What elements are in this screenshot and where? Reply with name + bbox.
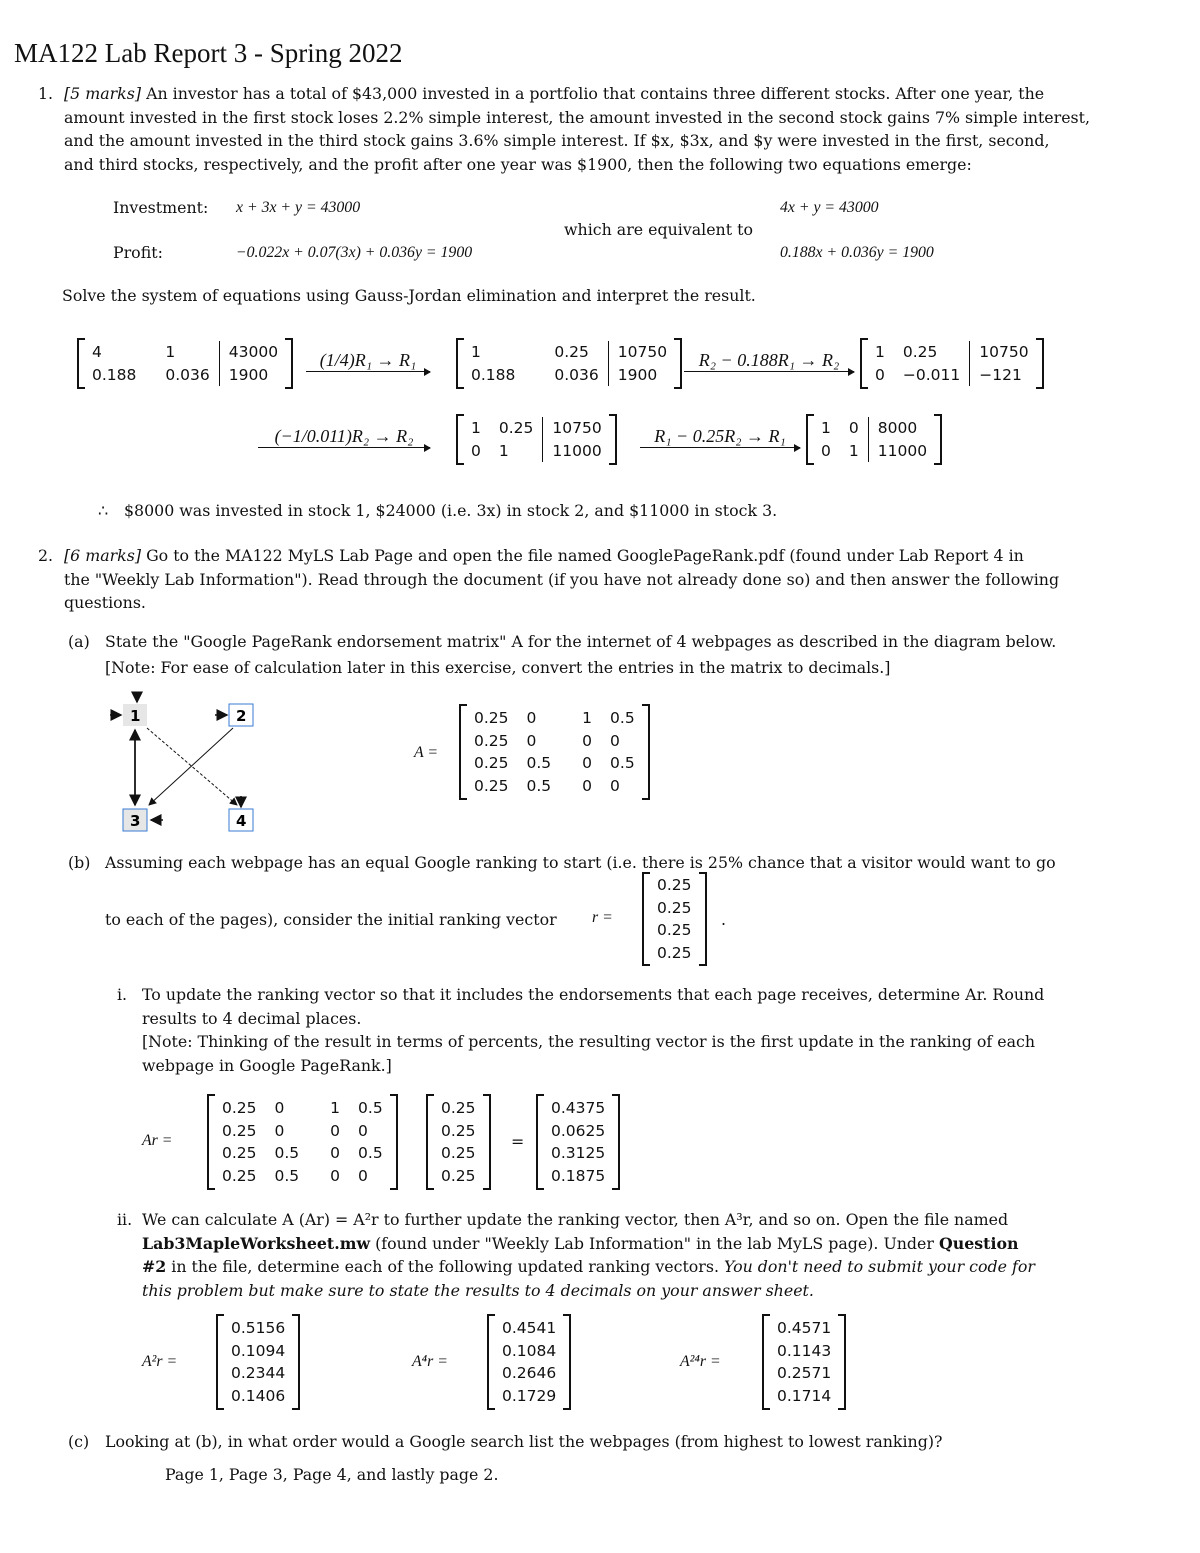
question-word: Question	[938, 1233, 1019, 1253]
matrix-cell: 0	[358, 1166, 368, 1185]
vector-entry: 0.2571	[777, 1364, 832, 1382]
part-b-i-note-2: webpage in Google PageRank.]	[142, 1055, 392, 1075]
vector-entry: 0.25	[657, 876, 692, 894]
matrix-cell: 0.25	[222, 1121, 257, 1140]
vector-entry: 0.4375	[551, 1099, 606, 1117]
matrix-cell: 1	[471, 419, 481, 437]
matrix-cell: 0.5	[274, 1144, 300, 1162]
vector-entry: 0.3125	[551, 1144, 606, 1162]
matrix-cell: −0.011	[902, 365, 961, 384]
matrix-cell: 0.25	[474, 709, 509, 727]
vector-entry: 0.1143	[777, 1341, 832, 1360]
vector-entry: 0.25	[441, 1099, 476, 1117]
matrix-cell: 0	[526, 709, 537, 727]
matrix-cell: 0.25	[222, 1166, 257, 1185]
augmented-matrix-3	[860, 338, 1044, 389]
matrix-cell: 10750	[543, 417, 611, 440]
part-b-ii-paragraph	[142, 1208, 1132, 1302]
part-b-i-text-2: results to 4 decimal places.	[142, 1008, 362, 1028]
A4r-label: A⁴r =	[412, 1353, 448, 1370]
row-operation-1: (1/4)R₁ → R₁	[306, 350, 430, 372]
matrix-cell: 0.25	[554, 343, 589, 361]
therefore-symbol: ∴	[98, 501, 109, 520]
period: .	[721, 910, 727, 929]
equivalent-equation-1: 4x + y = 43000	[780, 199, 879, 216]
matrix-cell: −121	[970, 364, 1038, 387]
matrix-cell: 0.036	[554, 365, 599, 384]
matrix-cell: 0	[274, 1099, 285, 1117]
vector-entry: 0.2344	[231, 1364, 286, 1382]
matrix-cell: 0	[526, 731, 537, 750]
matrix-cell: 0.036	[165, 365, 210, 384]
matrix-cell: 0	[848, 419, 859, 437]
initial-ranking-vector	[642, 872, 707, 966]
A4r-vector	[487, 1314, 571, 1410]
vector-entry: 0.0625	[551, 1121, 606, 1140]
edge-2-to-3	[149, 728, 233, 805]
profit-label: Profit:	[113, 243, 163, 262]
matrix-cell: 0	[274, 1121, 285, 1140]
part-b-i-label: i.	[117, 985, 128, 1004]
augmented-matrix-1	[77, 338, 293, 389]
part-b-ii-label: ii.	[117, 1210, 133, 1229]
matrix-cell: 0.5	[610, 709, 635, 727]
vector-entry: 0.2646	[502, 1364, 557, 1382]
investment-equation: x + 3x + y = 43000	[236, 199, 361, 216]
matrix-cell: 0	[330, 1166, 341, 1185]
vector-entry: 0.1406	[231, 1386, 286, 1405]
row-operation-3: (−1/0.011)R₂ → R₂	[258, 426, 430, 448]
matrix-cell: 0.25	[474, 731, 509, 750]
matrix-cell: 0.25	[222, 1144, 257, 1162]
vector-entry: 0.5156	[231, 1319, 286, 1337]
vector-entry: 0.25	[657, 921, 692, 939]
vector-entry: 0.4541	[502, 1319, 557, 1337]
q1-marks: [5 marks]	[64, 84, 142, 103]
q1-number: 1.	[38, 84, 54, 103]
q1-text-line4: and third stocks, respectively, and the profit after one year was $1900, then the following two equations emerge:	[64, 154, 972, 174]
part-b-ii-text-3: in the file, determine each of the following updated ranking vectors.	[171, 1257, 719, 1276]
part-b-text: Assuming each webpage has an equal Google ranking to start (i.e. there is 25% chance that a visitor would want to go	[105, 853, 1056, 872]
matrix-cell: 0	[610, 776, 620, 795]
part-b-i-note-1: [Note: Thinking of the result in terms of percents, the resulting vector is the first update in the ranking of each	[142, 1032, 1036, 1051]
part-a-note: [Note: For ease of calculation later in this exercise, convert the entries in the matrix to decimals.]	[105, 658, 891, 677]
profit-equation: −0.022x + 0.07(3x) + 0.036y = 1900	[236, 244, 473, 261]
part-c-label: (c)	[68, 1432, 90, 1451]
matrix-cell: 0.188	[471, 365, 516, 384]
matrix-cell: 8000	[868, 417, 936, 440]
row-operation-2: R₂ − 0.188R₁ → R₂	[684, 350, 854, 372]
vector-entry: 0.25	[441, 1166, 476, 1185]
webpage-link-diagram	[105, 690, 265, 836]
endorsement-matrix-A	[459, 704, 650, 800]
matrix-cell: 1	[821, 419, 831, 437]
vector-entry: 0.4571	[777, 1319, 832, 1337]
augmented-matrix-4	[456, 414, 617, 465]
A24r-label: A²⁴r =	[680, 1353, 721, 1370]
matrix-cell: 0.5	[274, 1166, 300, 1185]
A2r-label: A²r =	[142, 1353, 178, 1370]
matrix-cell: 10750	[970, 341, 1038, 364]
matrix-cell: 0	[821, 441, 831, 460]
matrix-cell: 0.25	[222, 1099, 257, 1117]
solve-instruction: Solve the system of equations using Gauss-Jordan elimination and interpret the result.	[62, 286, 756, 305]
part-b-i-text-1: To update the ranking vector so that it includes the endorsements that each page receives, determine Ar. Round	[142, 985, 1045, 1004]
matrix-cell: 1900	[219, 364, 287, 387]
row-operation-4: R₁ − 0.25R₂ → R₁	[640, 426, 800, 448]
vector-entry: 0.1084	[502, 1341, 557, 1360]
matrix-cell: 0	[582, 731, 593, 750]
matrix-cell: 0.25	[498, 419, 534, 437]
matrix-cell: 0.188	[92, 365, 137, 384]
matrix-cell: 0.5	[526, 776, 552, 795]
part-b-ii-italic-2: this problem but make sure to state the results to 4 decimals on your answer sheet.	[142, 1280, 814, 1300]
q1-text-line3: and the amount invested in the third stock gains 3.6% simple interest. If $x, $3x, and $y were invested in the first, second,	[64, 131, 1050, 150]
part-a-label: (a)	[68, 632, 90, 651]
matrix-cell: 4	[92, 343, 102, 361]
A2r-vector	[216, 1314, 300, 1410]
matrix-cell: 1	[498, 441, 509, 460]
node-1-label: 1	[130, 707, 141, 725]
vector-entry: 0.25	[441, 1144, 476, 1162]
q2-text-line2: the "Weekly Lab Information"). Read through the document (if you have not already done so) and then answer the following	[64, 569, 1060, 589]
matrix-cell: 0	[330, 1121, 341, 1140]
vector-entry: 0.1875	[551, 1166, 606, 1185]
matrix-cell: 0	[582, 754, 593, 772]
investment-label: Investment:	[113, 198, 209, 217]
part-b-label: (b)	[68, 853, 91, 872]
node-3-label: 3	[130, 812, 141, 830]
vector-entry: 0.25	[657, 943, 692, 962]
matrix-cell: 1900	[608, 364, 676, 387]
q2-paragraph	[64, 544, 1134, 615]
matrix-cell: 0.25	[474, 776, 509, 795]
equivalent-equation-2: 0.188x + 0.036y = 1900	[780, 244, 934, 261]
part-b-i-paragraph	[142, 983, 1132, 1077]
equivalent-text: which are equivalent to	[564, 220, 753, 239]
matrix-cell: 1	[330, 1099, 341, 1117]
question-number: #2	[142, 1257, 167, 1276]
matrix-cell: 10750	[608, 341, 676, 364]
vector-entry: 0.1714	[777, 1386, 832, 1405]
q2-number: 2.	[38, 546, 54, 565]
part-b-ii-text-1: We can calculate A (Ar) = A²r to further update the ranking vector, then A³r, and so on. Open the file named	[142, 1210, 1009, 1229]
matrix-cell: 11000	[543, 440, 611, 463]
matrix-cell: 0.5	[610, 754, 635, 772]
Ar-label: Ar =	[142, 1132, 173, 1149]
vector-entry: 0.25	[657, 898, 692, 917]
q1-paragraph	[64, 82, 1134, 176]
edge-1-to-4	[147, 728, 237, 805]
augmented-matrix-2	[456, 338, 682, 389]
part-b-ii-text-2: (found under "Weekly Lab Information" in the lab MyLS page). Under	[375, 1233, 934, 1253]
matrix-cell: 0	[875, 365, 885, 384]
augmented-matrix-5	[806, 414, 942, 465]
vector-r-repeat	[426, 1094, 491, 1190]
vector-entry: 0.1094	[231, 1341, 286, 1360]
matrix-cell: 0	[610, 731, 620, 750]
part-a-text: State the "Google PageRank endorsement matrix" A for the internet of 4 webpages as described in the diagram below.	[105, 632, 1057, 651]
matrix-cell: 0.5	[358, 1099, 383, 1117]
q1-text-line2: amount invested in the first stock loses 2.2% simple interest, the amount invested in the second stock gains 7% simple interest,	[64, 107, 1091, 127]
matrix-cell: 0.25	[902, 343, 938, 361]
matrix-cell: 1	[848, 441, 859, 460]
matrix-cell: 0.5	[358, 1144, 383, 1162]
part-b-ii-italic-1: You don't need to submit your code for	[724, 1257, 1035, 1276]
part-c-text: Looking at (b), in what order would a Google search list the webpages (from highest to lowest ranking)?	[105, 1432, 943, 1451]
matrix-cell: 43000	[219, 341, 287, 364]
vector-entry: 0.1729	[502, 1386, 557, 1405]
matrix-cell: 1	[471, 343, 481, 361]
matrix-cell: 0	[330, 1144, 341, 1162]
matrix-A-label: A =	[414, 744, 438, 761]
page-title: MA122 Lab Report 3 - Spring 2022	[14, 38, 403, 68]
Ar-result-vector	[536, 1094, 620, 1190]
maple-file-name: Lab3MapleWorksheet.mw	[142, 1233, 371, 1253]
matrix-cell: 1	[582, 709, 593, 727]
vector-entry: 0.25	[441, 1121, 476, 1140]
matrix-cell: 0	[358, 1121, 368, 1140]
q2-text-line3: questions.	[64, 593, 146, 612]
matrix-cell: 0.25	[474, 754, 509, 772]
node-2-label: 2	[236, 707, 247, 725]
equals-sign: =	[511, 1132, 525, 1151]
part-c-answer: Page 1, Page 3, Page 4, and lastly page 2.	[165, 1465, 499, 1484]
matrix-cell: 0.5	[526, 754, 552, 772]
matrix-cell: 11000	[868, 440, 936, 463]
q1-conclusion: $8000 was invested in stock 1, $24000 (i.e. 3x) in stock 2, and $11000 in stock 3.	[124, 501, 778, 520]
matrix-cell: 0	[471, 441, 481, 460]
q2-marks: [6 marks]	[64, 546, 142, 565]
A24r-vector	[762, 1314, 846, 1410]
q1-text-line1: An investor has a total of $43,000 invested in a portfolio that contains three different stocks. After one year, the	[146, 84, 1045, 103]
matrix-cell: 1	[875, 343, 885, 361]
matrix-cell: 1	[165, 343, 176, 361]
vector-r-label: r =	[592, 909, 613, 926]
part-b-text-2: to each of the pages), consider the initial ranking vector	[105, 910, 557, 929]
q2-text-line1: Go to the MA122 MyLS Lab Page and open the file named GooglePageRank.pdf (found under Lab Report 4 in	[146, 546, 1024, 565]
matrix-cell: 0	[582, 776, 593, 795]
node-4-label: 4	[236, 812, 247, 830]
matrix-A-repeat	[207, 1094, 398, 1190]
